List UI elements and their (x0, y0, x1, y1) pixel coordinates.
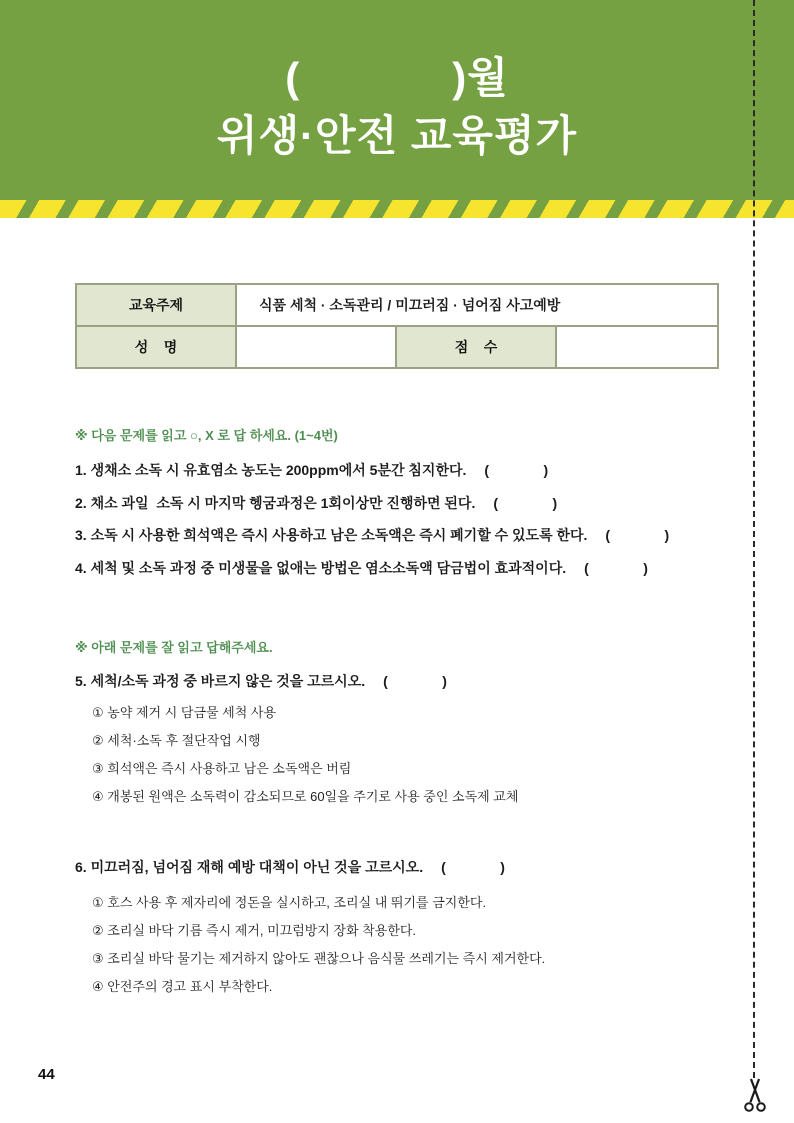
question-6-option-2: ② 조리실 바닥 기름 즉시 제거, 미끄럼방지 장화 착용한다. (92, 922, 417, 938)
question-1 (75, 462, 669, 480)
ox-question-list (75, 462, 669, 592)
section2-instruction: ※ 아래 문제를 잘 읽고 답해주세요. (75, 640, 273, 655)
question-5-option-4: ④ 개봉된 원액은 소독력이 감소되므로 60일을 주기로 사용 중인 소독제 교체 (92, 788, 519, 804)
cut-dashed-line (753, 0, 755, 1078)
question-4-answer-blank[interactable]: ( ) (584, 559, 648, 576)
score-label-cell: 점 수 (397, 327, 557, 367)
question-5-option-3: ③ 희석액은 즉시 사용하고 남은 소독액은 버림 (92, 760, 352, 776)
question-6-options (92, 895, 545, 1007)
question-6 (75, 857, 505, 877)
question-1-text: 1. 생채소 소독 시 유효염소 농도는 200ppm에서 5분간 침지한다. (75, 462, 467, 478)
question-6-option-4: ④ 안전주의 경고 표시 부착한다. (92, 978, 273, 994)
question-5-option-2: ② 세척·소독 후 절단작업 시행 (92, 732, 261, 748)
question-6-answer-blank[interactable]: ( ) (441, 859, 505, 875)
question-6-text: 6. 미끄러짐, 넘어짐 재해 예방 대책이 아닌 것을 고르시오. (75, 859, 424, 875)
question-3 (75, 527, 669, 545)
question-5-options (92, 705, 518, 817)
section1-instruction: ※ 다음 문제를 읽고 ○, X 로 답 하세요. (1~4번) (75, 428, 338, 443)
name-input-cell[interactable] (237, 327, 397, 367)
question-5-text: 5. 세척/소독 과정 중 바르지 않은 것을 고르시오. (75, 673, 366, 689)
question-4-text: 4. 세척 및 소독 과정 중 미생물을 없애는 방법은 염소소독액 담금법이 효과적이다. (75, 559, 567, 576)
question-3-text: 3. 소독 시 사용한 희석액은 즉시 사용하고 남은 소독액은 즉시 폐기할 수 있도록 한다. (75, 527, 588, 543)
question-3-answer-blank[interactable]: ( ) (605, 527, 670, 543)
question-6-option-3: ③ 조리실 바닥 물기는 제거하지 않아도 괜찮으나 음식물 쓰레기는 즉시 제거한다. (92, 950, 546, 966)
question-5-answer-blank[interactable]: ( ) (383, 673, 447, 689)
question-5-option-1: ① 농약 제거 시 담금물 세척 사용 (92, 705, 277, 720)
question-2-answer-blank[interactable]: ( ) (493, 494, 558, 511)
scissors-icon (742, 1078, 768, 1114)
page-title: 위생·안전 교육평가 (216, 112, 578, 159)
name-label-cell: 성 명 (77, 327, 237, 367)
title-month-line: ( )월 (285, 53, 509, 101)
question-4 (75, 560, 669, 578)
question-6-option-1: ① 호스 사용 후 제자리에 정돈을 실시하고, 조리실 내 뛰기를 금지한다. (92, 895, 487, 910)
question-2-text: 2. 채소 과일 소독 시 마지막 헹굼과정은 1회이상만 진행하면 된다. (75, 494, 476, 511)
page-number: 44 (38, 1066, 55, 1083)
hazard-stripe-band (0, 200, 794, 218)
info-table (75, 283, 719, 369)
question-1-answer-blank[interactable]: ( ) (484, 462, 549, 478)
topic-value-cell: 식품 세척 · 소독관리 / 미끄러짐 · 넘어짐 사고예방 (237, 285, 717, 327)
question-2 (75, 495, 669, 513)
score-input-cell[interactable] (557, 327, 717, 367)
question-5 (75, 671, 447, 691)
topic-label-cell: 교육주제 (77, 285, 237, 327)
title-banner (0, 0, 794, 200)
